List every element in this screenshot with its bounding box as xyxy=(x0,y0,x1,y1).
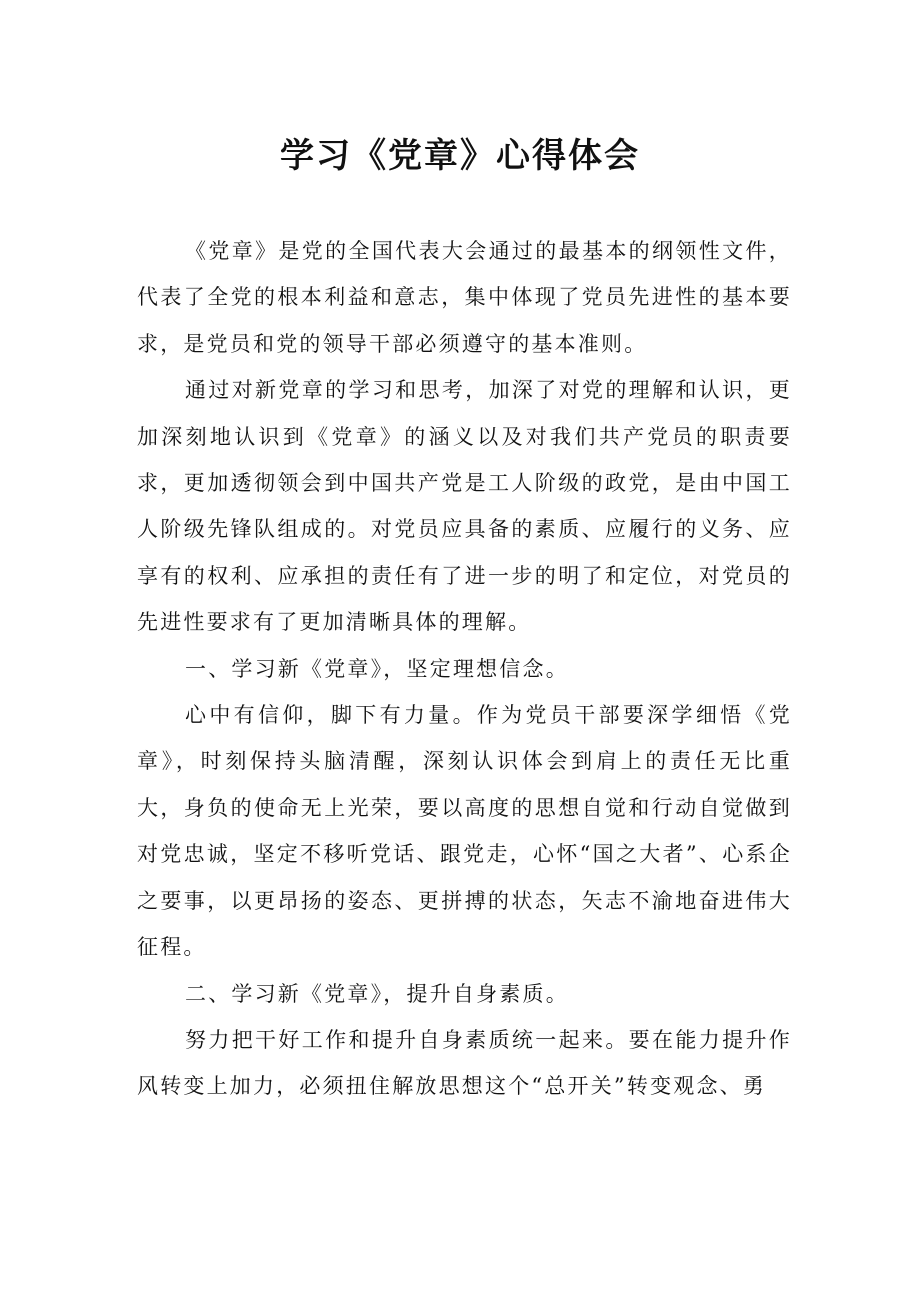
document-body xyxy=(137,228,792,1110)
paragraph-section-2: 努力把干好工作和提升自身素质统一起来。要在能力提升作风转变上加力，必须扭住解放思想这个“总开关”转变观念、勇 xyxy=(137,1027,792,1099)
paragraph-intro: 《党章》是党的全国代表大会通过的最基本的纲领性文件，代表了全党的根本利益和意志，集中体现了党员先进性的基本要求，是党员和党的领导干部必须遵守的基本准则。 xyxy=(137,239,792,356)
section-heading-1: 一、学习新《党章》，坚定理想信念。 xyxy=(185,656,569,681)
document-title: 学习《党章》心得体会 xyxy=(280,136,640,176)
section-heading-2: 二、学习新《党章》，提升自身素质。 xyxy=(185,981,569,1006)
paragraph-section-1: 心中有信仰，脚下有力量。作为党员干部要深学细悟《党章》，时刻保持头脑清醒，深刻认识体会到肩上的责任无比重大，身负的使命无上光荣，要以高度的思想自觉和行动自觉做到对党忠诚，坚定不移听党话、跟党走，心怀“国之大者”、心系企之要事，以更昂扬的姿态、更拼搏的状态，矢志不渝地奋进伟大征程。 xyxy=(137,703,792,960)
paragraph-study-reflection: 通过对新党章的学习和思考，加深了对党的理解和认识，更加深刻地认识到《党章》的涵义以及对我们共产党员的职责要求，更加透彻领会到中国共产党是工人阶级的政党，是由中国工人阶级先锋队组成的。对党员应具备的素质、应履行的义务、应享有的权利、应承担的责任有了进一步的明了和定位，对党员的先进性要求有了更加清晰具体的理解。 xyxy=(137,378,792,635)
